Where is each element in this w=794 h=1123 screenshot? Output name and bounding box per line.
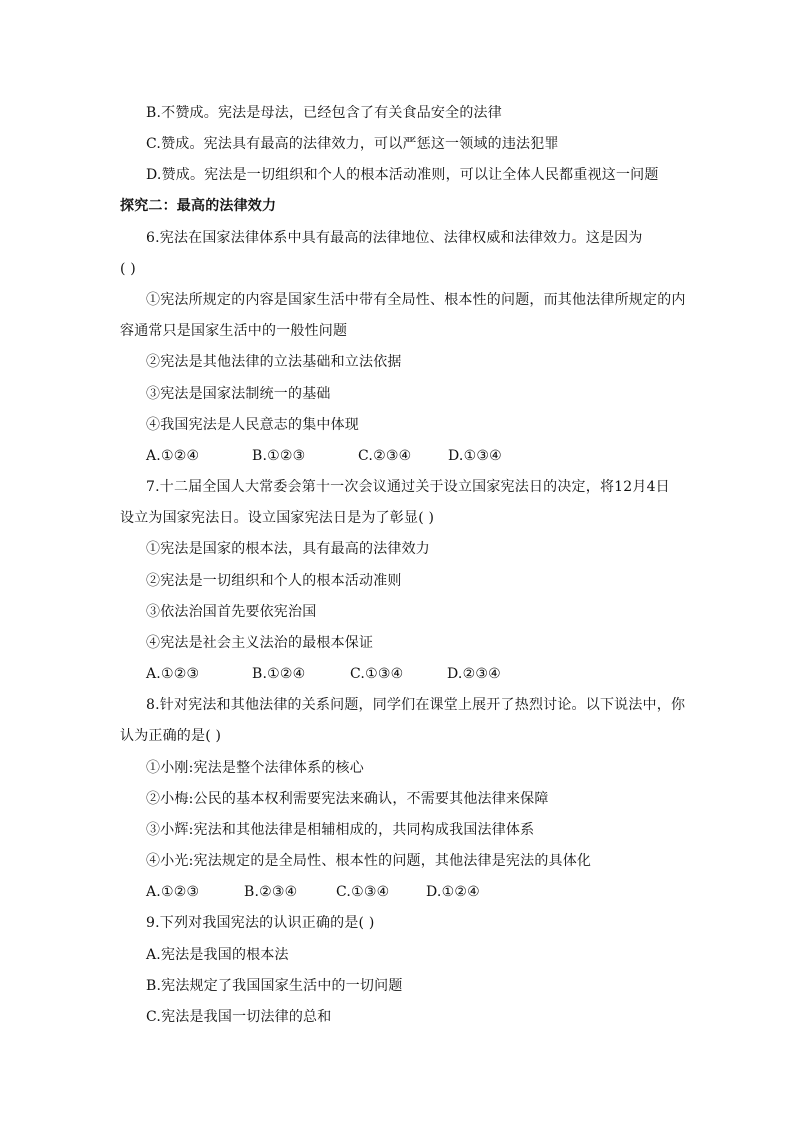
q8-item-2: ②小梅:公民的基本权利需要宪法来确认，不需要其他法律来保障	[146, 791, 549, 807]
q7-item-4: ④宪法是社会主义法治的最根本保证	[146, 635, 374, 651]
q8-option-b: B.②③④	[244, 884, 298, 900]
q8-item-4: ④小光:宪法规定的是全局性、根本性的问题，其他法律是宪法的具体化	[146, 853, 592, 869]
q5-option-c: C.赞成。宪法具有最高的法律效力，可以严惩这一领域的违法犯罪	[146, 136, 559, 152]
q6-stem-line2: ( )	[120, 261, 136, 277]
q7-item-1: ①宪法是国家的根本法，具有最高的法律效力	[146, 541, 430, 557]
q9-option-c: C.宪法是我国一切法律的总和	[146, 1009, 332, 1025]
q8-option-c: C.①③④	[336, 884, 390, 900]
section-heading: 探究二：最高的法律效力	[120, 198, 277, 214]
q7-option-d: D.②③④	[447, 666, 501, 682]
q6-option-a: A.①②④	[146, 448, 200, 464]
q7-stem-line1: 7.十二届全国人大常委会第十一次会议通过关于设立国家宪法日的决定，将12月4日	[146, 479, 670, 495]
q7-option-a: A.①②③	[146, 666, 200, 682]
q8-item-1: ①小刚:宪法是整个法律体系的核心	[146, 760, 364, 776]
q8-stem-line2: 认为正确的是( )	[120, 728, 222, 744]
q6-item-2: ②宪法是其他法律的立法基础和立法依据	[146, 354, 402, 370]
q6-options	[146, 447, 502, 465]
q7-options	[146, 665, 501, 683]
q9-option-b: B.宪法规定了我国国家生活中的一切问题	[146, 978, 403, 994]
q6-stem-line1: 6.宪法在国家法律体系中具有最高的法律地位、法律权威和法律效力。这是因为	[146, 230, 643, 246]
q8-stem-line1: 8.针对宪法和其他法律的关系问题，同学们在课堂上展开了热烈讨论。以下说法中，你	[146, 697, 686, 713]
q7-stem-line2: 设立为国家宪法日。设立国家宪法日是为了彰显( )	[120, 510, 435, 526]
q8-option-a: A.①②③	[146, 884, 200, 900]
q7-item-3: ③依法治国首先要依宪治国	[146, 604, 317, 620]
q7-option-b: B.①②④	[252, 666, 306, 682]
q9-stem: 9.下列对我国宪法的认识正确的是( )	[146, 915, 375, 931]
q6-item-1-line2: 容通常只是国家生活中的一般性问题	[120, 323, 348, 339]
q7-item-2: ②宪法是一切组织和个人的根本活动准则	[146, 573, 402, 589]
q9-option-a: A.宪法是我国的根本法	[146, 947, 289, 963]
q7-option-c: C.①③④	[350, 666, 404, 682]
q6-item-3: ③宪法是国家法制统一的基础	[146, 386, 331, 402]
q5-option-d: D.赞成。宪法是一切组织和个人的根本活动准则，可以让全体人民都重视这一问题	[146, 167, 659, 183]
q6-option-b: B.①②③	[252, 448, 306, 464]
q6-option-d: D.①③④	[448, 448, 502, 464]
q5-option-b: B.不赞成。宪法是母法，已经包含了有关食品安全的法律	[146, 105, 502, 121]
q6-item-4: ④我国宪法是人民意志的集中体现	[146, 417, 359, 433]
q8-option-d: D.①②④	[426, 884, 480, 900]
q8-options	[146, 883, 480, 901]
q6-option-c: C.②③④	[358, 448, 412, 464]
q6-item-1-line1: ①宪法所规定的内容是国家生活中带有全局性、根本性的问题，而其他法律所规定的内	[146, 292, 686, 308]
q8-item-3: ③小辉:宪法和其他法律是相辅相成的，共同构成我国法律体系	[146, 822, 535, 838]
